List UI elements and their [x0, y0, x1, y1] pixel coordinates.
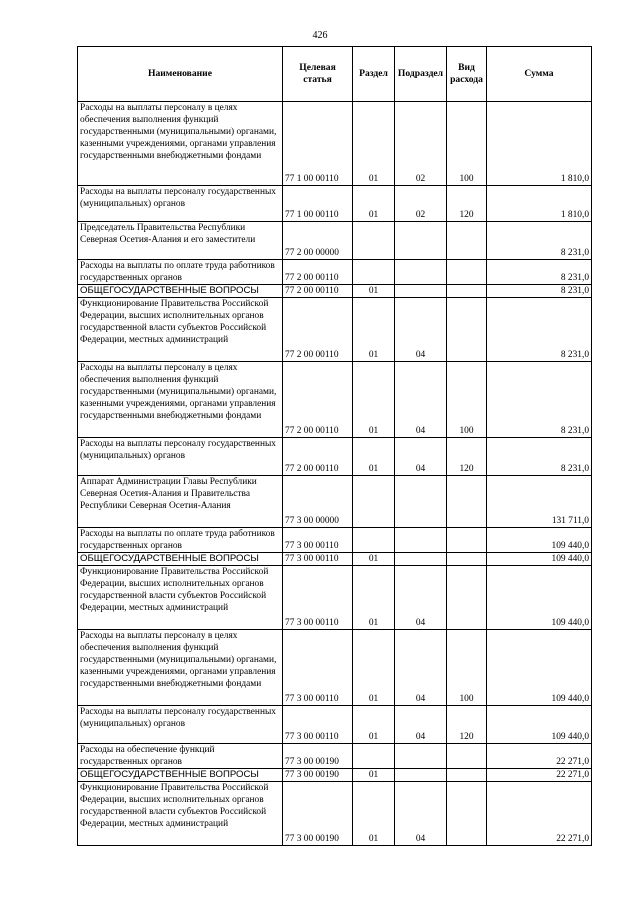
- target-cell: 77 3 00 00000: [283, 476, 353, 528]
- sum-cell: 22 271,0: [487, 744, 592, 769]
- expense-type-cell: [447, 744, 487, 769]
- table-row: [78, 298, 592, 362]
- sum-cell: 8 231,0: [487, 438, 592, 476]
- section-cell: 01: [353, 298, 395, 362]
- sum-cell: 1 810,0: [487, 102, 592, 186]
- sum-cell: 8 231,0: [487, 285, 592, 298]
- target-cell: 77 3 00 00110: [283, 706, 353, 744]
- sum-cell: 109 440,0: [487, 706, 592, 744]
- section-cell: 01: [353, 553, 395, 566]
- section-cell: 01: [353, 438, 395, 476]
- name-cell: Расходы на выплаты персоналу в целях обеспечения выполнения функций государственными (муниципальными) органами, казенными учреждениями, органами управления государственными внебюджетными фондами: [78, 102, 283, 186]
- sum-cell: 109 440,0: [487, 528, 592, 553]
- subsection-cell: [395, 744, 447, 769]
- subsection-cell: [395, 476, 447, 528]
- target-cell: 77 2 00 00110: [283, 285, 353, 298]
- expense-type-cell: [447, 476, 487, 528]
- target-cell: 77 3 00 00190: [283, 782, 353, 846]
- table-row: [78, 362, 592, 438]
- name-cell: ОБЩЕГОСУДАРСТВЕННЫЕ ВОПРОСЫ: [78, 769, 283, 782]
- table-row: [78, 630, 592, 706]
- name-cell: Расходы на выплаты по оплате труда работников государственных органов: [78, 260, 283, 285]
- section-cell: [353, 222, 395, 260]
- name-cell: Расходы на выплаты персоналу государственных (муниципальных) органов: [78, 706, 283, 744]
- target-cell: 77 2 00 00000: [283, 222, 353, 260]
- section-cell: 01: [353, 566, 395, 630]
- sum-cell: 109 440,0: [487, 566, 592, 630]
- sum-cell: 22 271,0: [487, 782, 592, 846]
- expense-type-cell: [447, 769, 487, 782]
- table-row: [78, 769, 592, 782]
- name-cell: Функционирование Правительства Российской Федерации, высших исполнительных органов государственной власти субъектов Российской Федерации, местных администраций: [78, 782, 283, 846]
- target-cell: 77 1 00 00110: [283, 186, 353, 222]
- sum-cell: 8 231,0: [487, 362, 592, 438]
- target-cell: 77 3 00 00110: [283, 566, 353, 630]
- subsection-cell: [395, 222, 447, 260]
- subsection-cell: 04: [395, 362, 447, 438]
- expense-type-cell: 100: [447, 362, 487, 438]
- sum-cell: 109 440,0: [487, 630, 592, 706]
- expense-type-cell: [447, 782, 487, 846]
- expense-type-cell: 120: [447, 186, 487, 222]
- subsection-cell: 04: [395, 298, 447, 362]
- table-row: [78, 260, 592, 285]
- sum-cell: 8 231,0: [487, 222, 592, 260]
- target-cell: 77 2 00 00110: [283, 260, 353, 285]
- name-cell: Функционирование Правительства Российской Федерации, высших исполнительных органов государственной власти субъектов Российской Федерации, местных администраций: [78, 566, 283, 630]
- section-cell: 01: [353, 630, 395, 706]
- subsection-cell: 02: [395, 102, 447, 186]
- name-cell: ОБЩЕГОСУДАРСТВЕННЫЕ ВОПРОСЫ: [78, 285, 283, 298]
- subsection-cell: [395, 553, 447, 566]
- section-cell: [353, 528, 395, 553]
- expense-type-cell: 120: [447, 706, 487, 744]
- expense-type-cell: [447, 528, 487, 553]
- sum-cell: 8 231,0: [487, 298, 592, 362]
- subsection-cell: 02: [395, 186, 447, 222]
- subsection-cell: [395, 769, 447, 782]
- target-cell: 77 2 00 00110: [283, 438, 353, 476]
- table-header-row: [78, 47, 592, 102]
- name-cell: ОБЩЕГОСУДАРСТВЕННЫЕ ВОПРОСЫ: [78, 553, 283, 566]
- name-cell: Расходы на выплаты персоналу государственных (муниципальных) органов: [78, 438, 283, 476]
- name-cell: Расходы на выплаты персоналу в целях обеспечения выполнения функций государственными (муниципальными) органами, казенными учреждениями, органами управления государственными внебюджетными фондами: [78, 362, 283, 438]
- subsection-cell: 04: [395, 706, 447, 744]
- section-cell: 01: [353, 102, 395, 186]
- header-target: Целевая статья: [283, 47, 353, 102]
- subsection-cell: 04: [395, 566, 447, 630]
- header-sum: Сумма: [487, 47, 592, 102]
- target-cell: 77 3 00 00110: [283, 553, 353, 566]
- section-cell: [353, 744, 395, 769]
- table-row: [78, 706, 592, 744]
- target-cell: 77 3 00 00110: [283, 630, 353, 706]
- table-row: [78, 566, 592, 630]
- page-number: 426: [312, 30, 328, 41]
- table-row: [78, 102, 592, 186]
- section-cell: 01: [353, 285, 395, 298]
- table-row: [78, 438, 592, 476]
- section-cell: 01: [353, 706, 395, 744]
- name-cell: Расходы на выплаты по оплате труда работников государственных органов: [78, 528, 283, 553]
- subsection-cell: 04: [395, 782, 447, 846]
- table-row: [78, 476, 592, 528]
- expense-type-cell: 120: [447, 438, 487, 476]
- table-row: [78, 553, 592, 566]
- subsection-cell: 04: [395, 438, 447, 476]
- name-cell: Председатель Правительства Республики Северная Осетия-Алания и его заместители: [78, 222, 283, 260]
- sum-cell: 131 711,0: [487, 476, 592, 528]
- name-cell: Аппарат Администрации Главы Республики Северная Осетия-Алания и Правительства Республики Северная Осетия-Алания: [78, 476, 283, 528]
- subsection-cell: 04: [395, 630, 447, 706]
- target-cell: 77 2 00 00110: [283, 362, 353, 438]
- table-row: [78, 528, 592, 553]
- header-name: Наименование: [78, 47, 283, 102]
- target-cell: 77 3 00 00190: [283, 769, 353, 782]
- section-cell: 01: [353, 186, 395, 222]
- subsection-cell: [395, 260, 447, 285]
- target-cell: 77 1 00 00110: [283, 102, 353, 186]
- expense-type-cell: 100: [447, 630, 487, 706]
- expense-type-cell: [447, 566, 487, 630]
- section-cell: [353, 476, 395, 528]
- expense-type-cell: [447, 553, 487, 566]
- table-row: [78, 285, 592, 298]
- sum-cell: 8 231,0: [487, 260, 592, 285]
- name-cell: Расходы на выплаты персоналу государственных (муниципальных) органов: [78, 186, 283, 222]
- sum-cell: 22 271,0: [487, 769, 592, 782]
- table-row: [78, 782, 592, 846]
- expense-type-cell: [447, 222, 487, 260]
- section-cell: [353, 260, 395, 285]
- expense-type-cell: [447, 260, 487, 285]
- budget-table: [77, 46, 592, 846]
- header-expense-type: Вид расхода: [447, 47, 487, 102]
- table-row: [78, 744, 592, 769]
- sum-cell: 1 810,0: [487, 186, 592, 222]
- subsection-cell: [395, 285, 447, 298]
- target-cell: 77 3 00 00190: [283, 744, 353, 769]
- table-row: [78, 222, 592, 260]
- target-cell: 77 3 00 00110: [283, 528, 353, 553]
- target-cell: 77 2 00 00110: [283, 298, 353, 362]
- name-cell: Функционирование Правительства Российской Федерации, высших исполнительных органов государственной власти субъектов Российской Федерации, местных администраций: [78, 298, 283, 362]
- name-cell: Расходы на обеспечение функций государственных органов: [78, 744, 283, 769]
- name-cell: Расходы на выплаты персоналу в целях обеспечения выполнения функций государственными (муниципальными) органами, казенными учреждениями, органами управления государственными внебюджетными фондами: [78, 630, 283, 706]
- sum-cell: 109 440,0: [487, 553, 592, 566]
- section-cell: 01: [353, 782, 395, 846]
- table-row: [78, 186, 592, 222]
- header-subsection: Подраздел: [395, 47, 447, 102]
- expense-type-cell: [447, 285, 487, 298]
- section-cell: 01: [353, 362, 395, 438]
- expense-type-cell: [447, 298, 487, 362]
- expense-type-cell: 100: [447, 102, 487, 186]
- header-section: Раздел: [353, 47, 395, 102]
- subsection-cell: [395, 528, 447, 553]
- section-cell: 01: [353, 769, 395, 782]
